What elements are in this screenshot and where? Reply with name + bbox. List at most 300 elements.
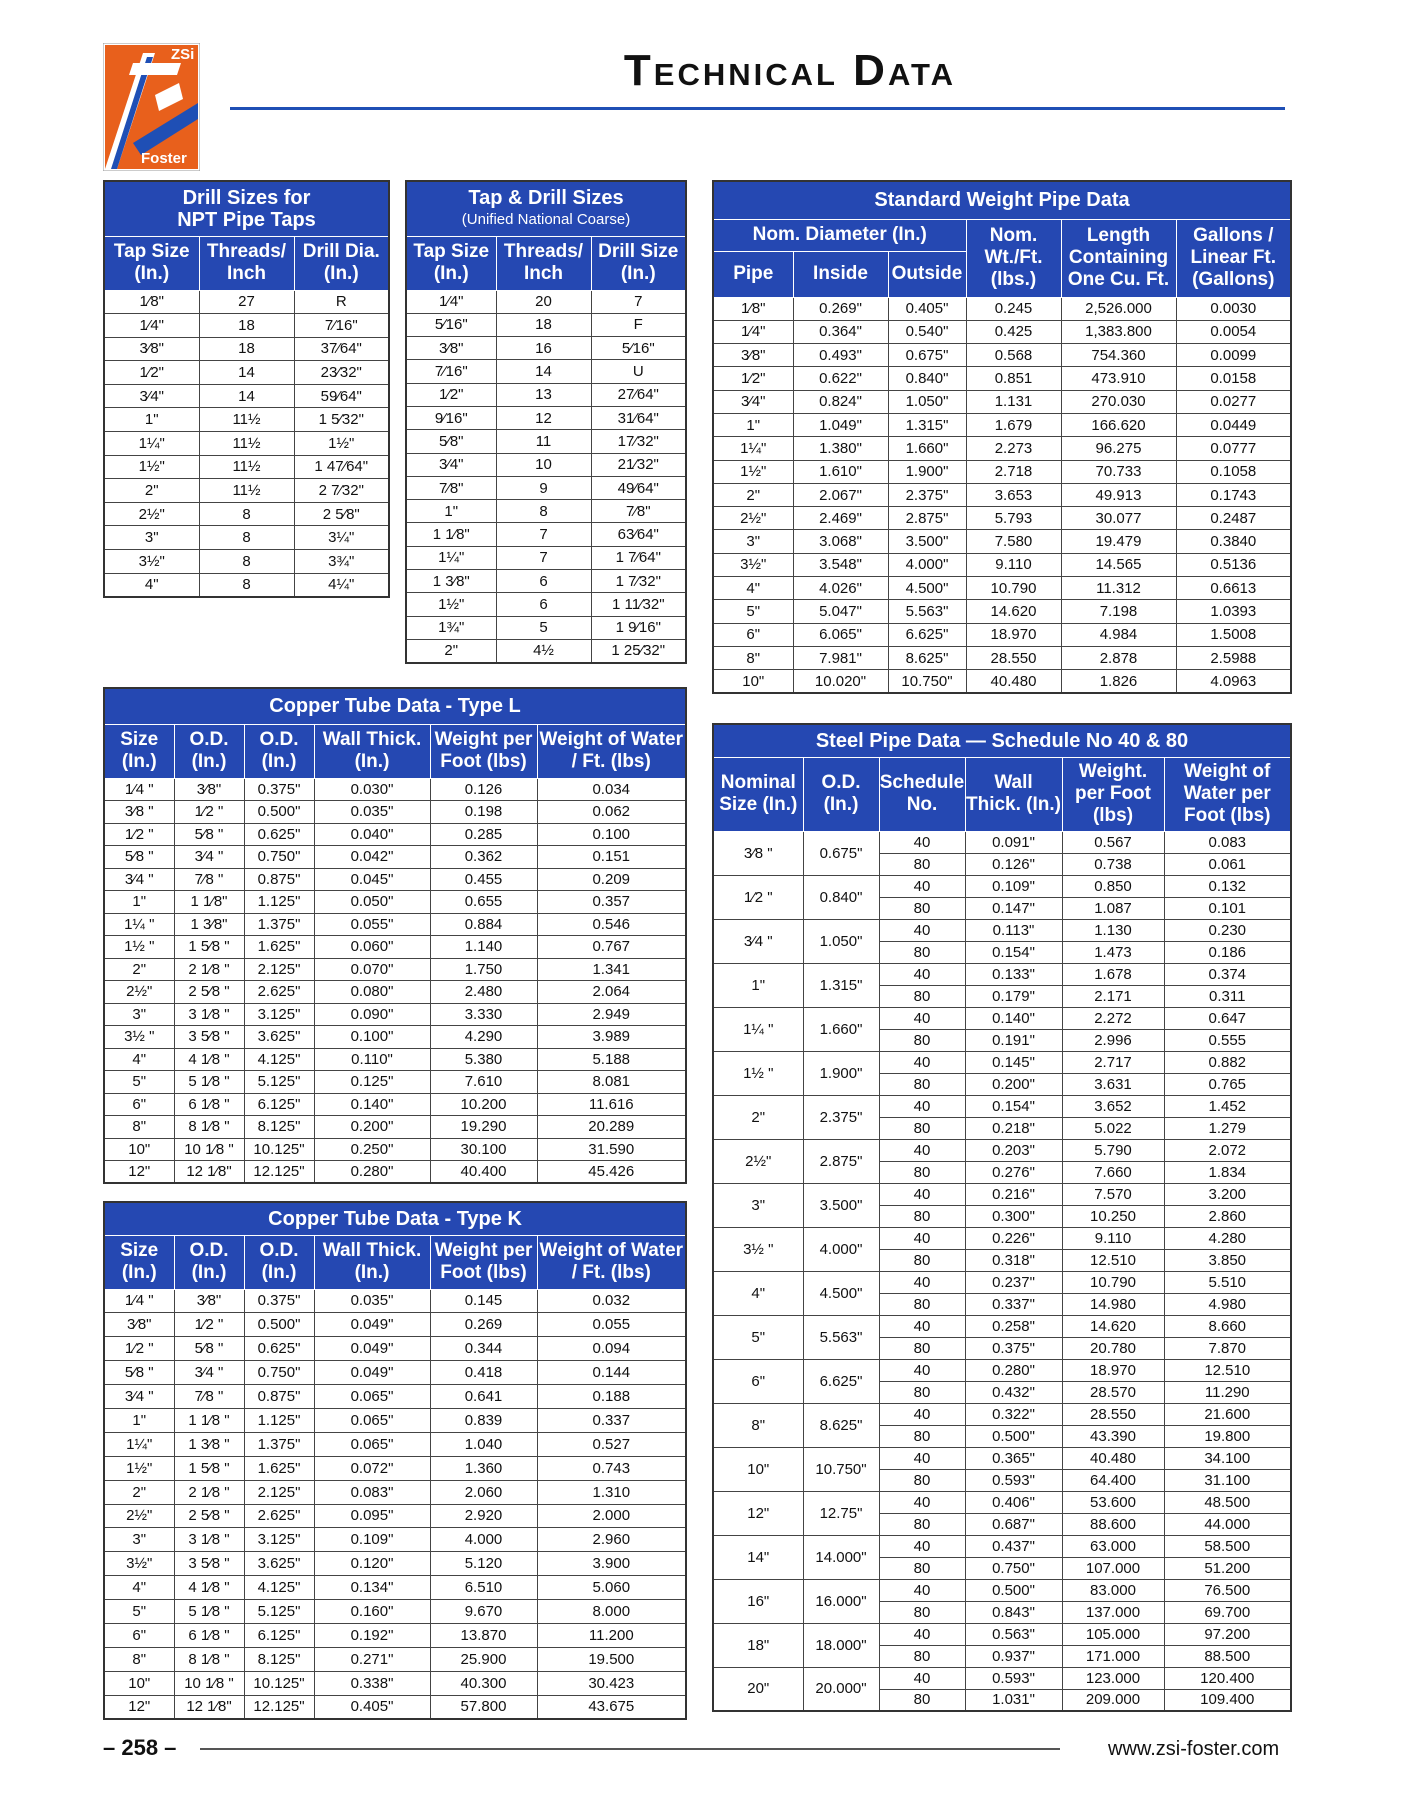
npt-col-header: Drill Dia. (In.) [294,236,389,290]
copper-k-row [104,1600,686,1624]
od-cell: 3.500" [803,1183,879,1227]
table-cell: 0.110" [314,1048,430,1071]
table-cell: 1½" [713,460,793,483]
table-cell: 80 [879,1601,965,1623]
table-cell: 3" [104,1003,174,1026]
table-cell: 10 1⁄8 " [174,1671,244,1695]
table-cell: 14.620 [1062,1315,1164,1337]
table-cell: 8" [713,646,793,669]
tap-col-header: Drill Size (In.) [591,236,686,290]
table-cell: 2" [713,483,793,506]
copper-k-row [104,1337,686,1361]
table-cell: 0.546 [537,913,686,936]
copper-l-col-header: Weight of Water / Ft. (lbs) [537,724,686,778]
table-cell: 0.743 [537,1456,686,1480]
table-cell: 3.330 [430,1003,537,1026]
copper-k-row [104,1504,686,1528]
table-cell: 6" [104,1623,174,1647]
table-cell: 0.126 [430,778,537,801]
table-cell: 9.110 [966,553,1061,576]
table-cell: 1.140 [430,936,537,959]
table-cell: 5⁄8 " [104,846,174,869]
table-cell: 9.110 [1062,1227,1164,1249]
table-cell: 0.035" [314,1289,430,1313]
table-cell: 1.031" [965,1689,1062,1711]
table-cell: 123.000 [1062,1667,1164,1689]
table-cell: 2.000 [537,1504,686,1528]
copper-l-row [104,778,686,801]
table-cell: 0.0030 [1176,297,1291,320]
table-cell: 0.049" [314,1361,430,1385]
table-cell: 14 [496,360,591,383]
table-cell: 1.125" [244,891,314,914]
table-cell: 0.218" [965,1117,1062,1139]
table-cell: 0.493" [793,344,888,367]
table-cell: 2½" [104,502,199,526]
table-cell: 1.834 [1164,1161,1291,1183]
nominal-size-cell: 1" [713,963,803,1007]
table-cell: 80 [879,1381,965,1403]
table-cell: 18.970 [966,623,1061,646]
table-cell: 0.300" [965,1205,1062,1227]
table-cell: 4.280 [1164,1227,1291,1249]
table-cell: 1⁄2" [406,383,496,406]
copper-k-row [104,1480,686,1504]
table-cell: 3⁄8 " [104,801,174,824]
nominal-size-cell: 3⁄8 " [713,831,803,875]
table-cell: 45.426 [537,1161,686,1184]
logo-bottom-text: Foster [141,150,187,167]
table-cell: 2.469" [793,507,888,530]
npt-row [104,432,389,456]
std-col-header: Inside [793,251,888,297]
table-cell: 0.258" [965,1315,1062,1337]
tap-col-header: Threads/ Inch [496,236,591,290]
table-cell: 40 [879,919,965,941]
table-cell: 2½" [713,507,793,530]
table-cell: 80 [879,1557,965,1579]
table-cell: 0.750" [965,1557,1062,1579]
od-cell: 1.660" [803,1007,879,1051]
table-cell: 0.154" [965,941,1062,963]
table-cell: 0.0099 [1176,344,1291,367]
table-cell: 2,526.000 [1061,297,1176,320]
table-cell: 0.540" [888,320,966,343]
table-cell: 120.400 [1164,1667,1291,1689]
copper-l-row [104,1116,686,1139]
table-cell: 2 5⁄8 " [174,1504,244,1528]
table-cell: 1" [104,891,174,914]
table-cell: 2.878 [1061,646,1176,669]
table-cell: 0.280" [314,1161,430,1184]
table-cell: 0.094 [537,1337,686,1361]
table-cell: 0.113" [965,919,1062,941]
copper-l-row [104,1071,686,1094]
table-cell: 5.125" [244,1071,314,1094]
table-cell: 0.405" [888,297,966,320]
table-cell: 4 1⁄8 " [174,1576,244,1600]
copper-k-row [104,1408,686,1432]
table-cell: 2 1⁄8 " [174,1480,244,1504]
table-cell: 0.147" [965,897,1062,919]
copper-k-row [104,1432,686,1456]
table-cell: 1.473 [1062,941,1164,963]
std-row [713,483,1291,506]
npt-row [104,526,389,550]
std-row [713,437,1291,460]
table-cell: 30.423 [537,1671,686,1695]
table-cell: 10" [104,1138,174,1161]
table-cell: 5.060 [537,1576,686,1600]
table-cell: 0.0277 [1176,390,1291,413]
table-cell: 1 25⁄32" [591,639,686,662]
table-cell: 3⁄4 " [174,1361,244,1385]
npt-row [104,314,389,338]
table-cell: 6.125" [244,1093,314,1116]
table-cell: 5" [104,1071,174,1094]
table-cell: 80 [879,1689,965,1711]
table-cell: 14.565 [1061,553,1176,576]
table-cell: 11½ [199,479,294,503]
table-cell: 12.510 [1164,1359,1291,1381]
table-cell: 97.200 [1164,1623,1291,1645]
std-col-header: Nom. Wt./Ft. (lbs.) [966,219,1061,297]
table-cell: 10 [496,453,591,476]
table-cell: 0.034 [537,778,686,801]
table-cell: 2.960 [537,1528,686,1552]
table-cell: 8 [199,502,294,526]
copper-l-row [104,1026,686,1049]
od-cell: 14.000" [803,1535,879,1579]
table-cell: 0.824" [793,390,888,413]
table-cell: 2½" [104,1504,174,1528]
steel-row [713,1139,1291,1161]
table-cell: 1⁄8" [713,297,793,320]
table-cell: 1.315" [888,413,966,436]
table-cell: 80 [879,1205,965,1227]
table-cell: 57.800 [430,1695,537,1719]
table-cell: 88.500 [1164,1645,1291,1667]
table-cell: 0.192" [314,1623,430,1647]
table-cell: 1½" [294,432,389,456]
table-cell: 3.068" [793,530,888,553]
table-cell: 0.061 [1164,853,1291,875]
table-cell: 0.065" [314,1432,430,1456]
table-cell: 7⁄8 " [174,868,244,891]
steel-row [713,1579,1291,1601]
table-cell: 6" [713,623,793,646]
table-cell: 5.790 [1062,1139,1164,1161]
table-cell: 20.780 [1062,1337,1164,1359]
tap-table-title: Tap & Drill Sizes (Unified National Coarse) [406,181,686,236]
table-cell: 0.338" [314,1671,430,1695]
table-cell: 0.6613 [1176,577,1291,600]
table-cell: 6 [496,570,591,593]
table-cell: 0.364" [793,320,888,343]
table-cell: 40 [879,1183,965,1205]
npt-row [104,384,389,408]
table-cell: 1 1⁄8" [406,523,496,546]
table-cell: 7⁄16" [294,314,389,338]
table-cell: 40 [879,1227,965,1249]
std-row [713,297,1291,320]
table-cell: 80 [879,1161,965,1183]
table-cell: 1.0393 [1176,600,1291,623]
steel-col-header: Weight. per Foot (lbs) [1062,757,1164,831]
table-cell: 49⁄64" [591,476,686,499]
table-cell: 0.357 [537,891,686,914]
table-cell: 1⁄4" [713,320,793,343]
table-cell: 0.090" [314,1003,430,1026]
table-cell: 11.290 [1164,1381,1291,1403]
table-cell: 2.860 [1164,1205,1291,1227]
zsi-foster-logo [103,43,200,171]
nominal-size-cell: 12" [713,1491,803,1535]
table-cell: 0.875" [244,1385,314,1409]
nominal-size-cell: 1½ " [713,1051,803,1095]
table-cell: 1 47⁄64" [294,455,389,479]
table-cell: 10.750" [888,670,966,693]
steel-row [713,919,1291,941]
table-cell: 0.132 [1164,875,1291,897]
table-cell: 43.390 [1062,1425,1164,1447]
table-cell: 4.000 [430,1528,537,1552]
table-cell: 1⁄8" [104,290,199,314]
table-cell: 16 [496,337,591,360]
copper-type-l-table [103,687,687,1184]
table-cell: 1.375" [244,1432,314,1456]
table-cell: 0.322" [965,1403,1062,1425]
table-cell: 0.271" [314,1647,430,1671]
table-cell: 1.050" [888,390,966,413]
copper-type-k-table [103,1201,687,1720]
tap-drill-sizes-table [405,180,687,664]
copper-k-col-header: O.D. (In.) [174,1235,244,1289]
table-cell: 40.480 [1062,1447,1164,1469]
nominal-size-cell: 18" [713,1623,803,1667]
table-cell: 40 [879,1359,965,1381]
table-cell: 0.851 [966,367,1061,390]
table-cell: 0.191" [965,1029,1062,1051]
table-cell: 4 1⁄8 " [174,1048,244,1071]
table-cell: 18 [199,337,294,361]
table-cell: 3⁄4" [104,384,199,408]
copper-l-row [104,1138,686,1161]
nominal-size-cell: 5" [713,1315,803,1359]
table-cell: 6.125" [244,1623,314,1647]
table-cell: 2.064 [537,981,686,1004]
table-cell: 8 [199,550,294,574]
table-cell: 25.900 [430,1647,537,1671]
table-cell: 0.179" [965,985,1062,1007]
table-cell: 40 [879,831,965,853]
table-cell: 0.109" [965,875,1062,897]
table-cell: 6 [496,593,591,616]
table-cell: 10" [104,1671,174,1695]
nominal-size-cell: 1⁄2 " [713,875,803,919]
steel-col-header: Wall Thick. (In.) [965,757,1062,831]
table-cell: 0.311 [1164,985,1291,1007]
table-cell: 11.200 [537,1623,686,1647]
table-cell: 6 1⁄8 " [174,1623,244,1647]
od-cell: 16.000" [803,1579,879,1623]
table-cell: 3½" [104,550,199,574]
table-cell: 0.269" [793,297,888,320]
npt-table-title: Drill Sizes for NPT Pipe Taps [104,181,389,236]
table-cell: 11½ [199,455,294,479]
table-cell: 3.200 [1164,1183,1291,1205]
table-cell: 3.652 [1062,1095,1164,1117]
tap-row [406,430,686,453]
copper-l-col-header: Wall Thick. (In.) [314,724,430,778]
table-cell: 0.765 [1164,1073,1291,1095]
table-cell: 14 [199,384,294,408]
table-cell: 0.0054 [1176,320,1291,343]
table-cell: 12.125" [244,1695,314,1719]
table-cell: 40 [879,963,965,985]
copper-k-col-header: Wall Thick. (In.) [314,1235,430,1289]
steel-row [713,963,1291,985]
table-cell: 5" [713,600,793,623]
table-cell: 14 [199,361,294,385]
table-cell: 14.620 [966,600,1061,623]
table-cell: 4" [104,573,199,597]
table-cell: 63.000 [1062,1535,1164,1557]
table-cell: 0.144 [537,1361,686,1385]
tap-row [406,593,686,616]
table-cell: 7⁄8" [406,476,496,499]
table-cell: 2" [104,1480,174,1504]
table-cell: 0.040" [314,823,430,846]
table-cell: 0.062 [537,801,686,824]
nominal-size-cell: 3⁄4 " [713,919,803,963]
od-cell: 6.625" [803,1359,879,1403]
table-cell: 20.289 [537,1116,686,1139]
table-cell: 1⁄2 " [174,1313,244,1337]
table-cell: 2.375" [888,483,966,506]
table-cell: 1.279 [1164,1117,1291,1139]
table-cell: 0.0449 [1176,413,1291,436]
npt-row [104,550,389,574]
table-cell: 5.022 [1062,1117,1164,1139]
table-cell: 8" [104,1647,174,1671]
copper-l-row [104,846,686,869]
npt-row [104,361,389,385]
od-cell: 12.75" [803,1491,879,1535]
title-rule [230,107,1285,110]
steel-row [713,1227,1291,1249]
table-cell: 2.625" [244,1504,314,1528]
copper-l-row [104,801,686,824]
copper-l-row [104,1048,686,1071]
table-cell: 1⁄2 " [104,823,174,846]
steel-row [713,1359,1291,1381]
table-cell: 5 1⁄8 " [174,1071,244,1094]
table-cell: 0.738 [1062,853,1164,875]
od-cell: 1.315" [803,963,879,1007]
table-cell: 7.981" [793,646,888,669]
table-cell: 8 [199,526,294,550]
copper-l-row [104,913,686,936]
table-cell: 0.0158 [1176,367,1291,390]
od-cell: 10.750" [803,1447,879,1491]
table-cell: 31.100 [1164,1469,1291,1491]
table-cell: 0.405" [314,1695,430,1719]
table-cell: 1 3⁄8" [174,913,244,936]
tap-row [406,337,686,360]
copper-l-row [104,1161,686,1184]
copper-l-row [104,981,686,1004]
tap-row [406,639,686,662]
table-cell: 3⁄8" [174,1289,244,1313]
copper-k-row [104,1456,686,1480]
nominal-size-cell: 3" [713,1183,803,1227]
table-cell: 27⁄64" [591,383,686,406]
table-cell: 10 1⁄8 " [174,1138,244,1161]
table-cell: 80 [879,1117,965,1139]
table-cell: 96.275 [1061,437,1176,460]
table-cell: 1.380" [793,437,888,460]
table-cell: 0.365" [965,1447,1062,1469]
table-cell: 19.479 [1061,530,1176,553]
table-cell: 105.000 [1062,1623,1164,1645]
table-cell: 0.500" [244,801,314,824]
copper-k-col-header: Size (In.) [104,1235,174,1289]
table-cell: 1 3⁄8 " [174,1432,244,1456]
table-cell: 0.641 [430,1385,537,1409]
table-cell: 0.203" [965,1139,1062,1161]
table-cell: 1⁄4" [104,314,199,338]
table-cell: 1.610" [793,460,888,483]
table-cell: 1.625" [244,1456,314,1480]
od-cell: 2.375" [803,1095,879,1139]
table-cell: 5 1⁄8 " [174,1600,244,1624]
table-cell: 0.647 [1164,1007,1291,1029]
table-cell: 9 [496,476,591,499]
table-cell: 2.5988 [1176,646,1291,669]
table-cell: 3.989 [537,1026,686,1049]
table-cell: 0.318" [965,1249,1062,1271]
table-cell: 7.610 [430,1071,537,1094]
table-cell: 20 [496,290,591,313]
table-cell: 0.151 [537,846,686,869]
table-cell: 3½" [104,1552,174,1576]
tap-row [406,500,686,523]
table-cell: 1½" [406,593,496,616]
table-cell: 1.130 [1062,919,1164,941]
table-cell: 0.937" [965,1645,1062,1667]
table-cell: 0.337 [537,1408,686,1432]
table-cell: 0.042" [314,846,430,869]
std-col-header: Pipe [713,251,793,297]
table-cell: 0.250" [314,1138,430,1161]
table-cell: 6.510 [430,1576,537,1600]
od-cell: 5.563" [803,1315,879,1359]
steel-row [713,1051,1291,1073]
table-cell: 5⁄8 " [174,823,244,846]
table-cell: 48.500 [1164,1491,1291,1513]
table-cell: 2.920 [430,1504,537,1528]
table-cell: 5" [104,1600,174,1624]
table-cell: 0.843" [965,1601,1062,1623]
table-cell: 2" [104,479,199,503]
table-cell: 1 11⁄32" [591,593,686,616]
table-cell: 5.047" [793,600,888,623]
table-cell: 0.839 [430,1408,537,1432]
table-cell: 0.080" [314,981,430,1004]
copper-k-col-header: Weight of Water / Ft. (lbs) [537,1235,686,1289]
copper-k-row [104,1289,686,1313]
